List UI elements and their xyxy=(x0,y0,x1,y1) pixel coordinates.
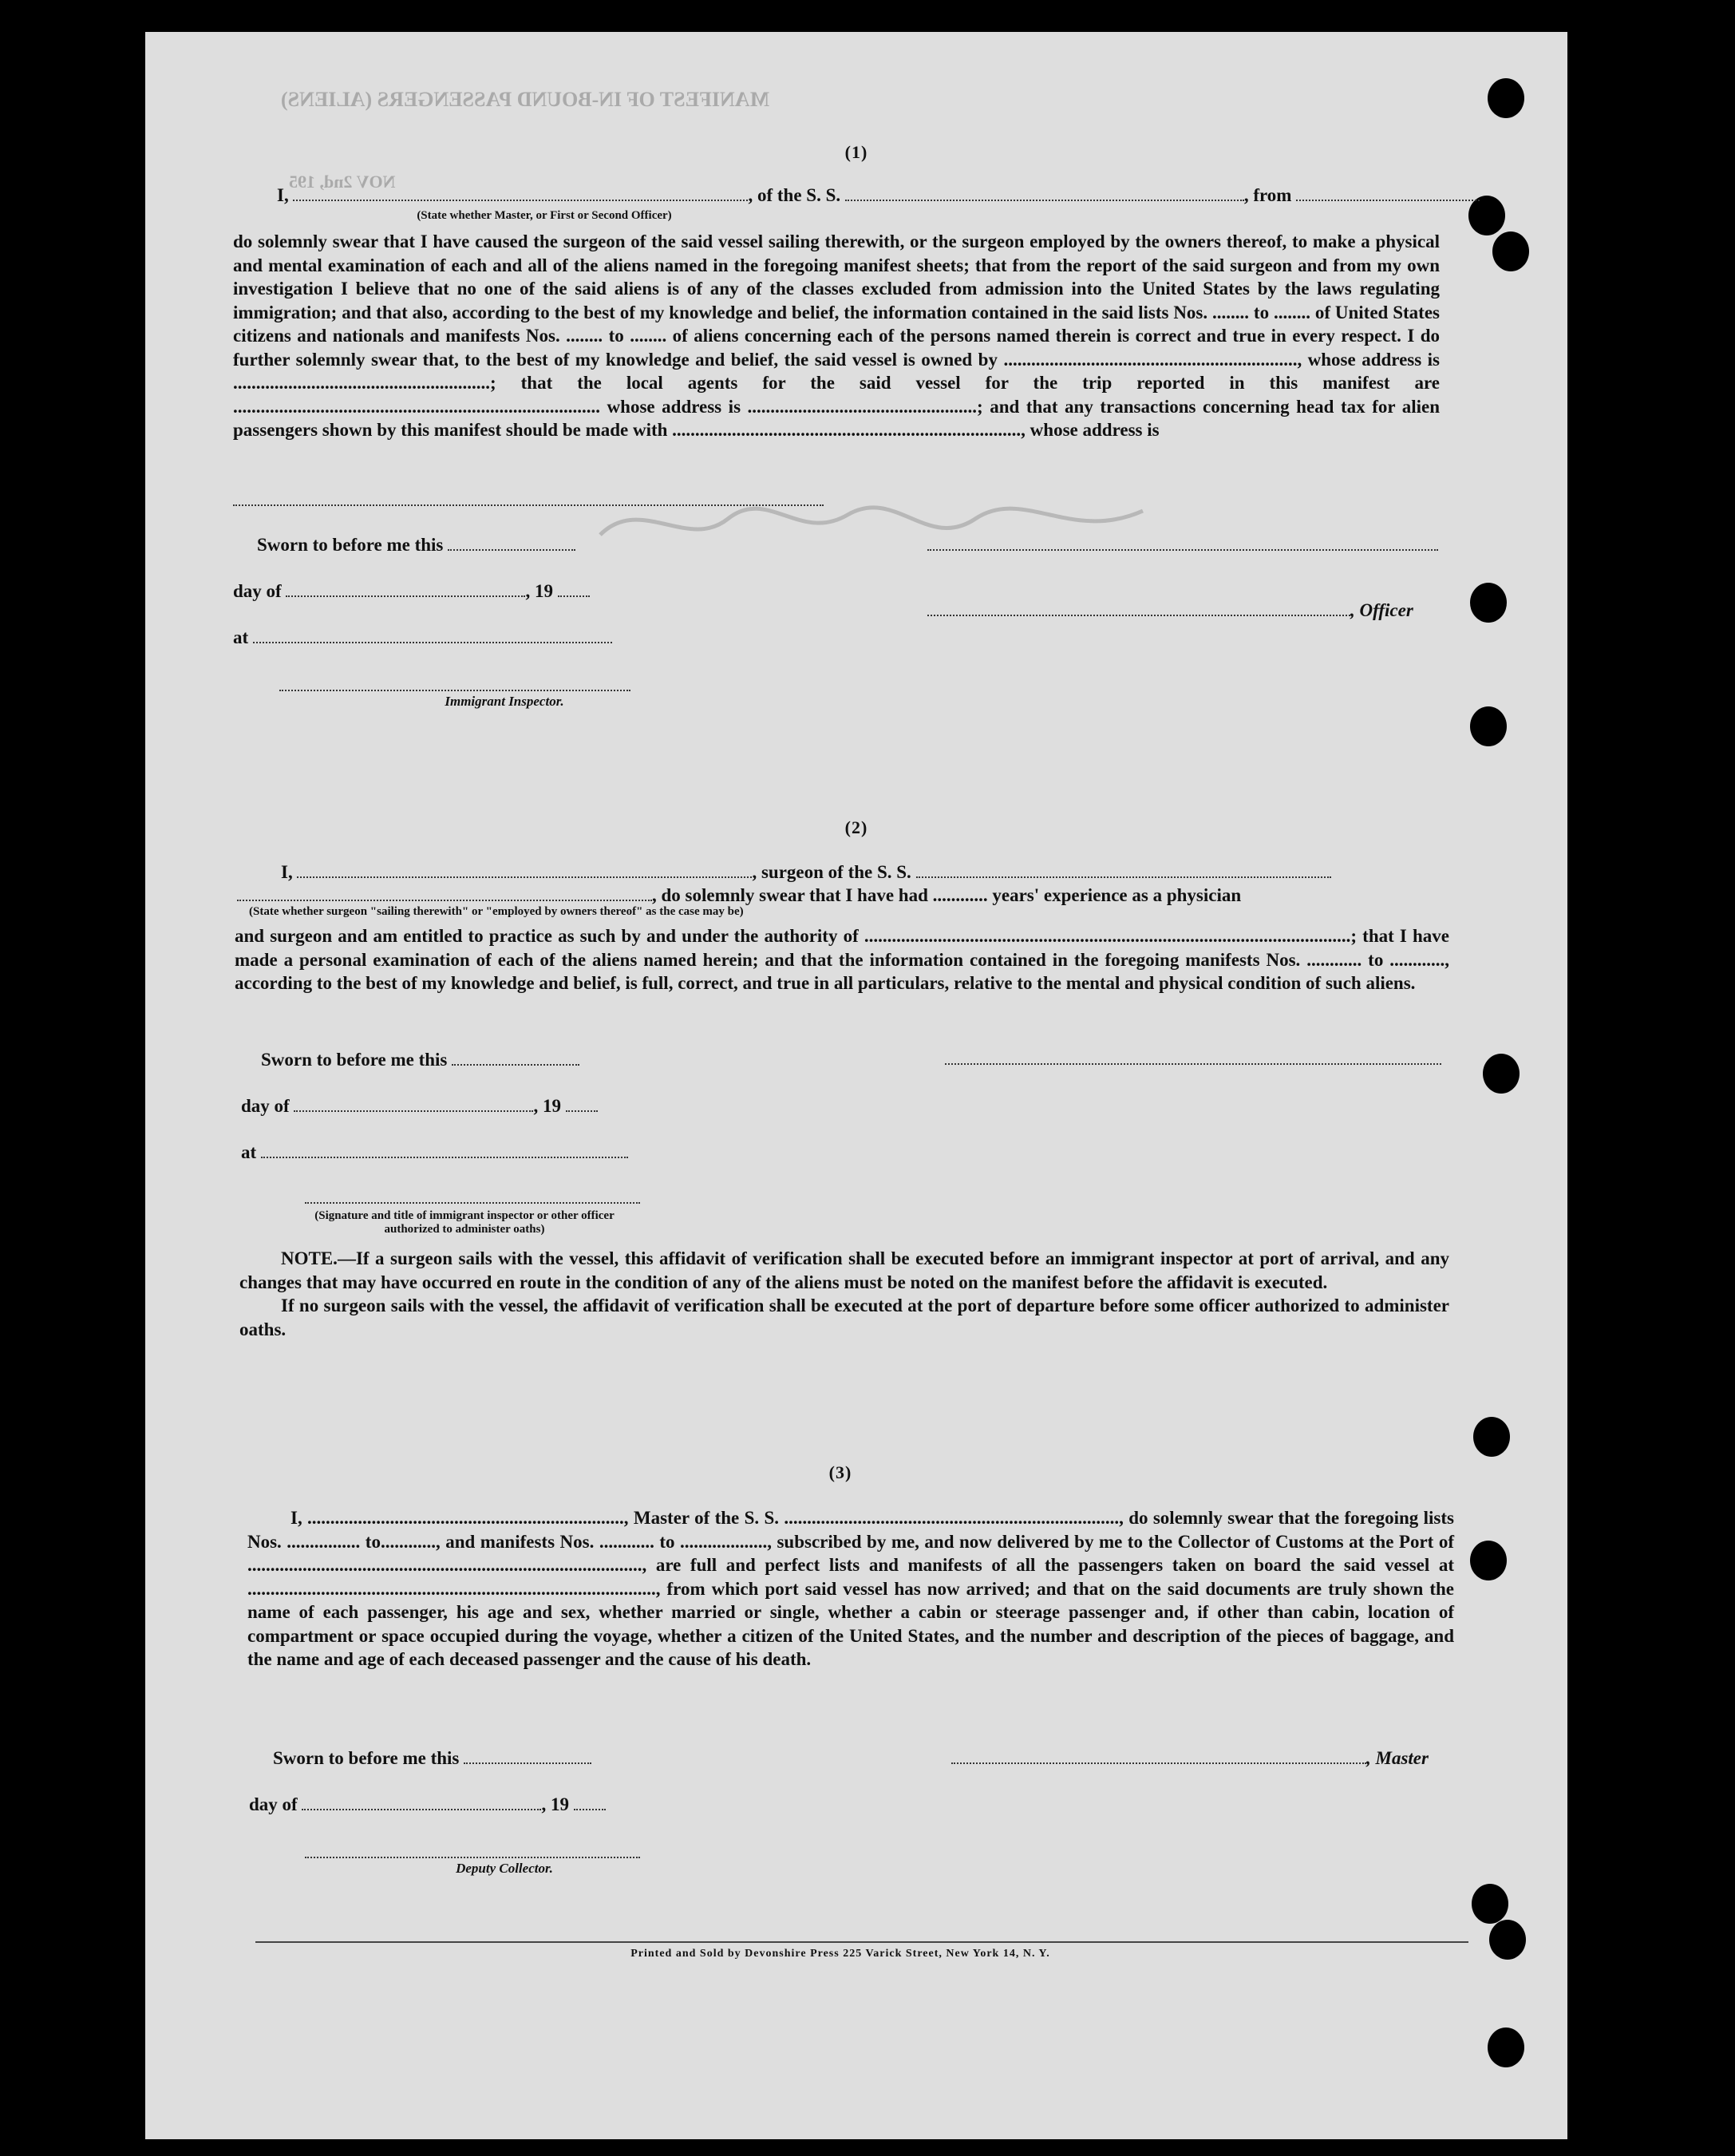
section2-sworn xyxy=(261,1050,579,1070)
year-field[interactable] xyxy=(566,1096,598,1112)
day-of-label: day of xyxy=(241,1096,290,1116)
bleed-through-title: MANIFEST OF IN-BOUND PASSENGERS (ALIENS) xyxy=(281,88,770,111)
day-of-label: day of xyxy=(249,1794,298,1814)
sworn-label: Sworn to before me this xyxy=(261,1050,448,1070)
administrator-signature-line[interactable] xyxy=(305,1202,640,1204)
printer-credit: Printed and Sold by Devonshire Press 225 Varick Street, New York 14, N. Y. xyxy=(630,1948,1050,1960)
section2-note xyxy=(239,1247,1449,1341)
section-number-2: (2) xyxy=(844,817,868,837)
from-label: , from xyxy=(1243,185,1292,205)
sworn-date-field[interactable] xyxy=(452,1050,579,1066)
sworn-label: Sworn to before me this xyxy=(257,535,444,555)
sworn-label: Sworn to before me this xyxy=(273,1748,460,1768)
section3-sworn xyxy=(273,1748,591,1769)
section2-at xyxy=(241,1142,628,1163)
surgeon-of-label: , surgeon of the S. S. xyxy=(752,862,911,882)
binder-hole xyxy=(1483,1054,1520,1094)
master-label: , Master xyxy=(1366,1748,1429,1768)
of-ss-label: , of the S. S. xyxy=(748,185,841,205)
section1-at xyxy=(233,627,612,648)
at-place-field[interactable] xyxy=(253,627,612,643)
bleed-through-date: NOV 2nd, 195 xyxy=(289,172,396,192)
officer-signature-field[interactable] xyxy=(927,600,1350,616)
master-oath-text: I, ....................................................................., Master of the S. S. ........................................................................., do solemnly swear that the foregoing lists Nos. ................ to............, and manifests Nos. ............ to ..................., subscribed by me, and now delivered by me to the Collector of Customs at the Port of ......................................................................................, are full and perfect lists and manifests of all the passengers taken on board the said vessel at ........................................................................................., from which port said vessel has now arrived; and that on the said documents are truly shown the name of each passenger, his age and sex, whether married or single, whether a cabin or steerage passenger and, if other than cabin, location of compartment or space occupied during the voyage, whether a citizen of the United States, and the number and description of the pieces of baggage, and the name and age of each deceased passenger and the cause of his death. xyxy=(247,1508,1454,1669)
section1-officer-sig xyxy=(927,600,1413,621)
officer-signature-top-line[interactable] xyxy=(927,549,1438,551)
vessel-name-field[interactable] xyxy=(845,185,1244,201)
year-label: , 19 xyxy=(533,1096,561,1116)
day-field[interactable] xyxy=(294,1096,533,1112)
note-text: —If a surgeon sails with the vessel, this affidavit of verification shall be executed before an immigrant inspector at port of arrival, and any changes that may have occurred en route in the condition of any of the aliens must be noted on the manifest before the affidavit is executed. xyxy=(239,1248,1449,1292)
inspector-signature-line[interactable] xyxy=(279,690,630,691)
section1-officer-line xyxy=(277,185,1480,206)
note-paragraph xyxy=(239,1247,1449,1294)
section3-day-of xyxy=(249,1794,606,1815)
binder-hole xyxy=(1492,231,1529,271)
binder-hole xyxy=(1472,1884,1508,1924)
binder-hole xyxy=(1488,78,1524,118)
surgeon-text: and surgeon and am entitled to practice as such by and under the authority of ..........................................................................................................; that I have made a personal examination of each of the aliens named herein; and that the information contained in the foregoing manifests Nos. ............ to ............, according to the best of my knowledge and belief, is full, correct, and true in all particulars, relative to the mental and physical condition of such aliens. xyxy=(235,926,1449,993)
section-number-1: (1) xyxy=(844,142,868,162)
deputy-caption: Deputy Collector. xyxy=(456,1861,553,1876)
binder-hole xyxy=(1470,1541,1507,1580)
section2-paragraph xyxy=(235,924,1449,995)
at-label: at xyxy=(233,627,249,647)
from-port-field[interactable] xyxy=(1296,185,1480,201)
section-number-3: (3) xyxy=(828,1462,852,1482)
surgeon-vessel-field[interactable] xyxy=(916,862,1331,878)
form-page xyxy=(145,32,1567,2139)
binder-hole xyxy=(1488,2027,1524,2067)
footer-rule xyxy=(255,1941,1468,1943)
binder-hole xyxy=(1473,1417,1510,1457)
note-paragraph-2: If no surgeon sails with the vessel, the affidavit of verification shall be executed at the port of departure before some officer authorized to administer oaths. xyxy=(239,1296,1449,1339)
year-label: , 19 xyxy=(541,1794,569,1814)
oath-text: do solemnly swear that I have caused the surgeon of the said vessel sailing therewith, or the surgeon employed by the owners thereof, to make a physical and mental examination of each and all of the aliens named in the foregoing manifest sheets; that from the report of the said surgeon and from my own investigation I believe that no one of the said aliens is of any of the classes excluded from admission into the United States by the laws regulating immigration; and that also, according to the best of my knowledge and belief, the information contained in the said lists Nos. ........ to ........ of United States citizens and nationals and manifests Nos. ........ to ........ of aliens concerning each of the persons named therein is correct and true in every respect. I do further solemnly swear that, to the best of my knowledge and belief, the said vessel is owned by ................................................................, whose address is ........................................................; that the local agents for the said vessel for the trip reported in this manifest are ................................................................................ whose address is ..................................................; and that any transactions concerning head tax for alien passengers shown by this manifest should be made with ............................................................................, whose address is xyxy=(233,231,1440,440)
section3-paragraph xyxy=(247,1506,1454,1671)
swear-label: , do solemnly swear that I have had ............ years' experience as a physician xyxy=(652,885,1242,905)
binder-hole xyxy=(1470,706,1507,746)
paragraph-end-line xyxy=(233,504,824,506)
section3-master-sig xyxy=(951,1748,1429,1769)
year-label: , 19 xyxy=(525,581,553,601)
section1-day-of xyxy=(233,581,590,602)
section2-swear-line xyxy=(237,885,1241,906)
faded-signature-stroke xyxy=(592,487,1151,559)
surgeon-note: (State whether surgeon "sailing therewith" or "employed by owners thereof" as the case may be) xyxy=(249,905,744,918)
note-label: NOTE. xyxy=(281,1248,338,1268)
surgeon-signature-line[interactable] xyxy=(945,1063,1441,1065)
year-field[interactable] xyxy=(574,1794,606,1810)
surgeon-name-field[interactable] xyxy=(297,862,752,878)
administrator-caption: (Signature and title of immigrant inspector or other officer authorized to administer oaths) xyxy=(314,1209,615,1236)
binder-hole xyxy=(1470,583,1507,623)
sworn-date-field[interactable] xyxy=(464,1748,591,1764)
day-field[interactable] xyxy=(302,1794,541,1810)
inspector-caption: Immigrant Inspector. xyxy=(445,694,564,709)
officer-name-field[interactable] xyxy=(293,185,748,201)
section2-day-of xyxy=(241,1096,598,1117)
faded-signature xyxy=(592,487,1151,573)
at-label: at xyxy=(241,1142,257,1162)
prefix-i: I, xyxy=(277,185,289,205)
at-place-field[interactable] xyxy=(261,1142,628,1158)
day-field[interactable] xyxy=(286,581,525,597)
deputy-signature-line[interactable] xyxy=(305,1857,640,1858)
officer-label: , Officer xyxy=(1350,600,1413,620)
section1-sworn xyxy=(257,535,575,556)
year-field[interactable] xyxy=(558,581,590,597)
section2-surgeon-line xyxy=(281,862,1331,883)
sworn-date-field[interactable] xyxy=(448,535,575,551)
officer-note: (State whether Master, or First or Second Officer) xyxy=(417,209,672,222)
master-signature-field[interactable] xyxy=(951,1748,1366,1764)
prefix-i: I, xyxy=(281,862,293,882)
surgeon-status-field[interactable] xyxy=(237,885,652,901)
section1-oath-paragraph xyxy=(233,230,1440,442)
day-of-label: day of xyxy=(233,581,282,601)
